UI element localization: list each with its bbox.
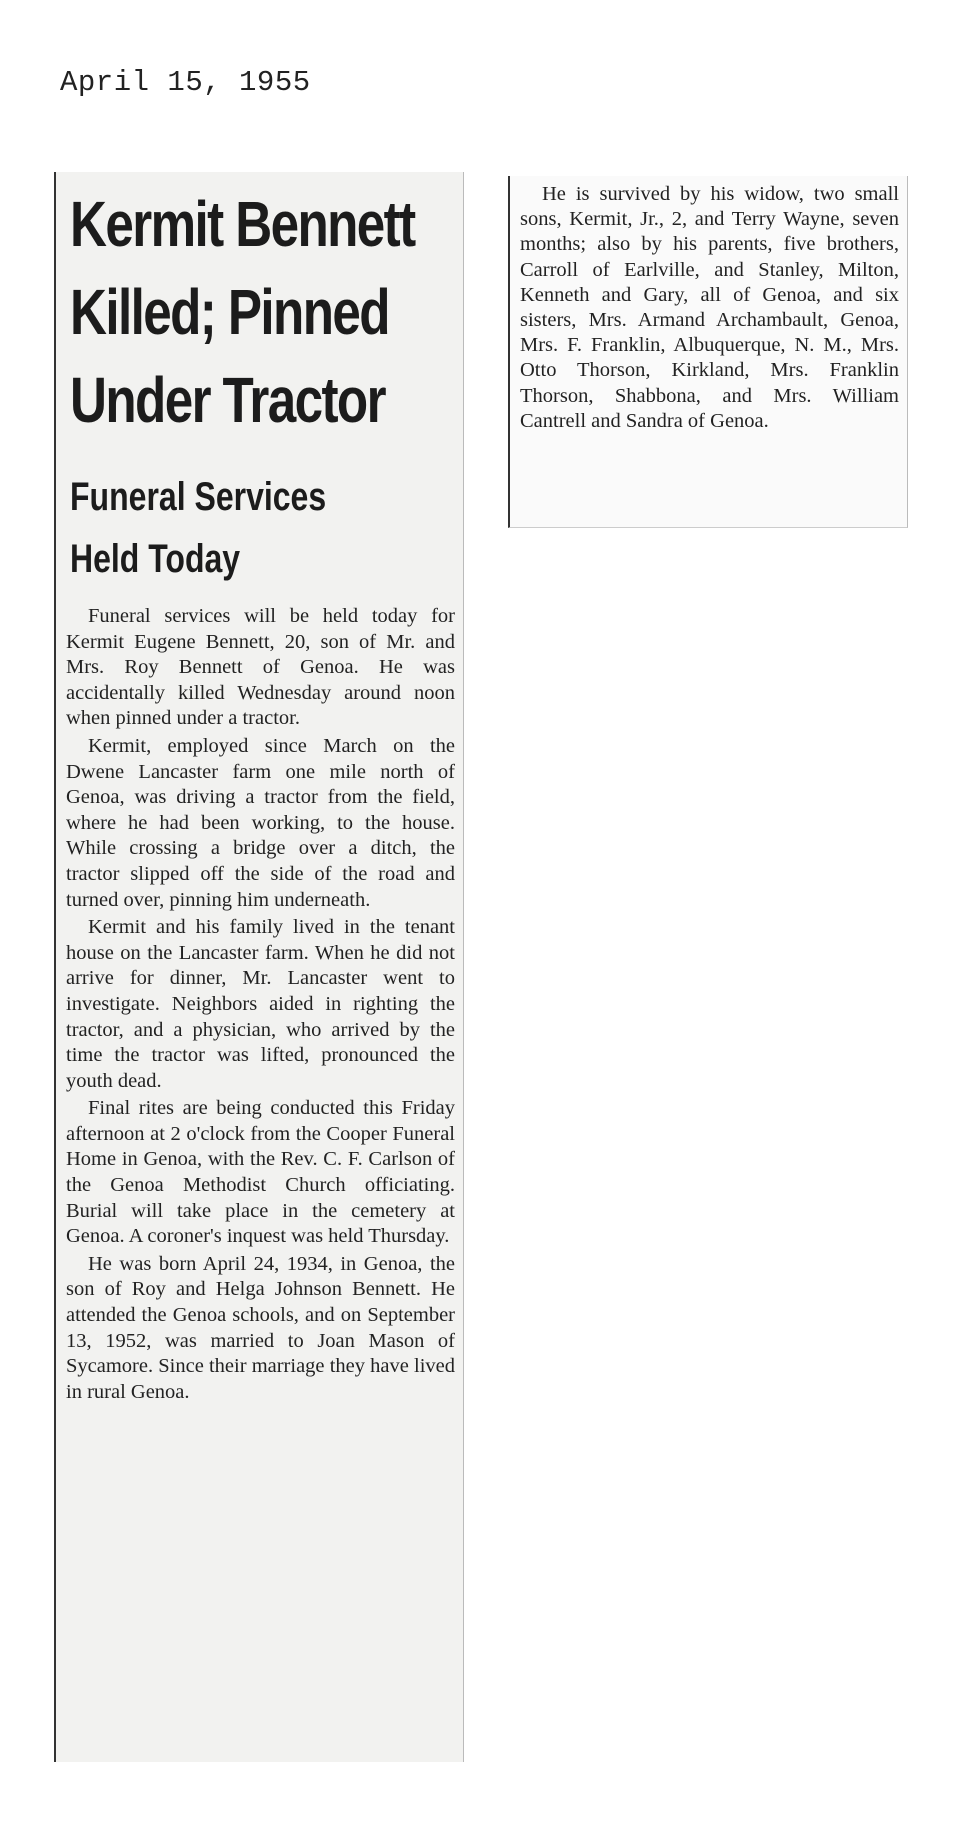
subhead-line-2: Held Today [70, 537, 241, 581]
article-column-left [54, 172, 464, 1762]
article-column-right [508, 176, 908, 528]
headline-line-1: Kermit Bennett [70, 188, 415, 260]
article-paragraph: Funeral services will be held today for Kermit Eugene Bennett, 20, son of Mr. and Mrs. Roy Bennett of Genoa. He was accidentally killed Wednesday around noon when pinned under a tractor. [66, 605, 455, 730]
headline-line-2: Killed; Pinned [70, 276, 389, 348]
headline-line-3: Under Tractor [70, 364, 385, 436]
article-body [66, 604, 455, 1405]
subhead-line-1: Funeral Services [70, 475, 327, 519]
date-stamp: April 15, 1955 [60, 66, 311, 99]
article-paragraph: Kermit and his family lived in the tenant house on the Lancaster farm. When he did not arrive for dinner, Mr. Lancaster went to investigate. Neighbors aided in righting the tractor, and a physician, who arrived by the time the tractor was lifted, pronounced the youth dead. [66, 916, 455, 1092]
article-paragraph: Kermit, employed since March on the Dwene Lancaster farm one mile north of Genoa, was driving a tractor from the field, where he had been working, to the house. While crossing a bridge over a ditch, the tractor slipped off the side of the road and turned over, pinning him underneath. [66, 734, 455, 911]
article-paragraph: He was born April 24, 1934, in Genoa, the son of Roy and Helga Johnson Bennett. He attended the Genoa schools, and on September 13, 1952, was married to Joan Mason of Sycamore. Since their marriage they have lived in rural Genoa. [66, 1252, 455, 1403]
article-paragraph: Final rites are being conducted this Friday afternoon at 2 o'clock from the Cooper Funeral Home in Genoa, with the Rev. C. F. Carlson of the Genoa Methodist Church officiating. Burial will take place in the cemetery at Genoa. A coroner's inquest was held Thursday. [66, 1097, 455, 1248]
continuation-paragraph: He is survived by his widow, two small sons, Kermit, Jr., 2, and Terry Wayne, seven months; also by his parents, five brothers, Carroll of Earlville, and Stanley, Milton, Kenneth and Gary, all of Genoa, and six sisters, Mrs. Armand Archambault, Genoa, Mrs. F. Franklin, Albuquerque, N. M., Mrs. Otto Thorson, Kirkland, Mrs. Franklin Thorson, Shabbona, and Mrs. William Cantrell and Sandra of Genoa. [520, 183, 899, 432]
